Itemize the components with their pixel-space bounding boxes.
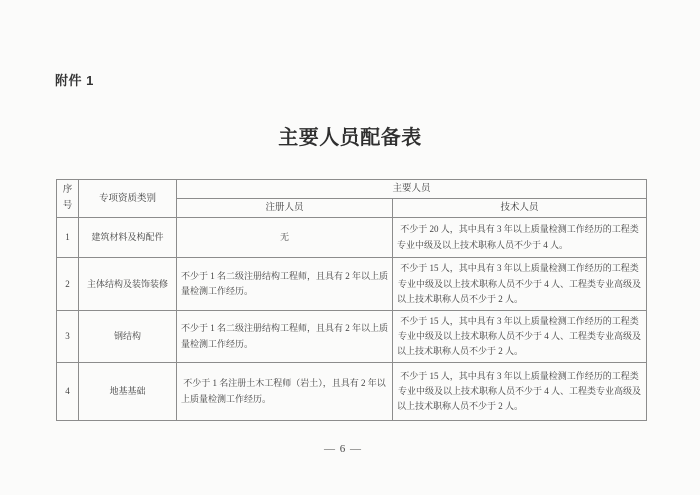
header-category: 专项资质类别 bbox=[79, 180, 177, 218]
page-title: 主要人员配备表 bbox=[278, 127, 422, 149]
row-registered: 不少于 1 名二级注册结构工程师，且具有 2 年以上质量检测工作经历。 bbox=[177, 258, 393, 311]
page-number: — 6 — bbox=[324, 443, 362, 455]
header-registered: 注册人员 bbox=[177, 199, 393, 218]
row-technical: 不少于 20 人，其中具有 3 年以上质量检测工作经历的工程类专业中级及以上技术职称人员不少于 4 人。 bbox=[393, 218, 647, 258]
row-technical: 不少于 15 人，其中具有 3 年以上质量检测工作经历的工程类专业中级及以上技术职称人员不少于 4 人、工程类专业高级及以上技术职称人员不少于 2 人。 bbox=[393, 258, 647, 311]
table-row bbox=[57, 218, 647, 258]
header-index bbox=[57, 180, 79, 218]
row-category: 主体结构及装饰装修 bbox=[79, 258, 177, 311]
row-category: 建筑材料及构配件 bbox=[79, 218, 177, 258]
header-technical: 技术人员 bbox=[393, 199, 647, 218]
table-row bbox=[57, 258, 647, 311]
header-main-personnel: 主要人员 bbox=[177, 180, 647, 199]
row-registered: 不少于 1 名注册土木工程师（岩土），且具有 2 年以上质量检测工作经历。 bbox=[177, 363, 393, 421]
row-category: 地基基础 bbox=[79, 363, 177, 421]
row-registered: 不少于 1 名二级注册结构工程师，且具有 2 年以上质量检测工作经历。 bbox=[177, 311, 393, 363]
row-technical: 不少于 15 人，其中具有 3 年以上质量检测工作经历的工程类专业中级及以上技术职称人员不少于 4 人、工程类专业高级及以上技术职称人员不少于 2 人。 bbox=[393, 363, 647, 421]
table-row bbox=[57, 311, 647, 363]
personnel-table bbox=[56, 179, 647, 421]
header-index-line1: 序 bbox=[62, 185, 73, 196]
attachment-label: 附件 1 bbox=[55, 73, 94, 88]
row-index: 4 bbox=[57, 363, 79, 421]
row-index: 3 bbox=[57, 311, 79, 363]
table-row bbox=[57, 363, 647, 421]
row-index: 1 bbox=[57, 218, 79, 258]
header-index-line2: 号 bbox=[62, 200, 73, 211]
row-category: 钢结构 bbox=[79, 311, 177, 363]
row-technical: 不少于 15 人，其中具有 3 年以上质量检测工作经历的工程类专业中级及以上技术职称人员不少于 4 人、工程类专业高级及以上技术职称人员不少于 2 人。 bbox=[393, 311, 647, 363]
row-index: 2 bbox=[57, 258, 79, 311]
header-row-top bbox=[57, 180, 647, 199]
row-registered: 无 bbox=[177, 218, 393, 258]
